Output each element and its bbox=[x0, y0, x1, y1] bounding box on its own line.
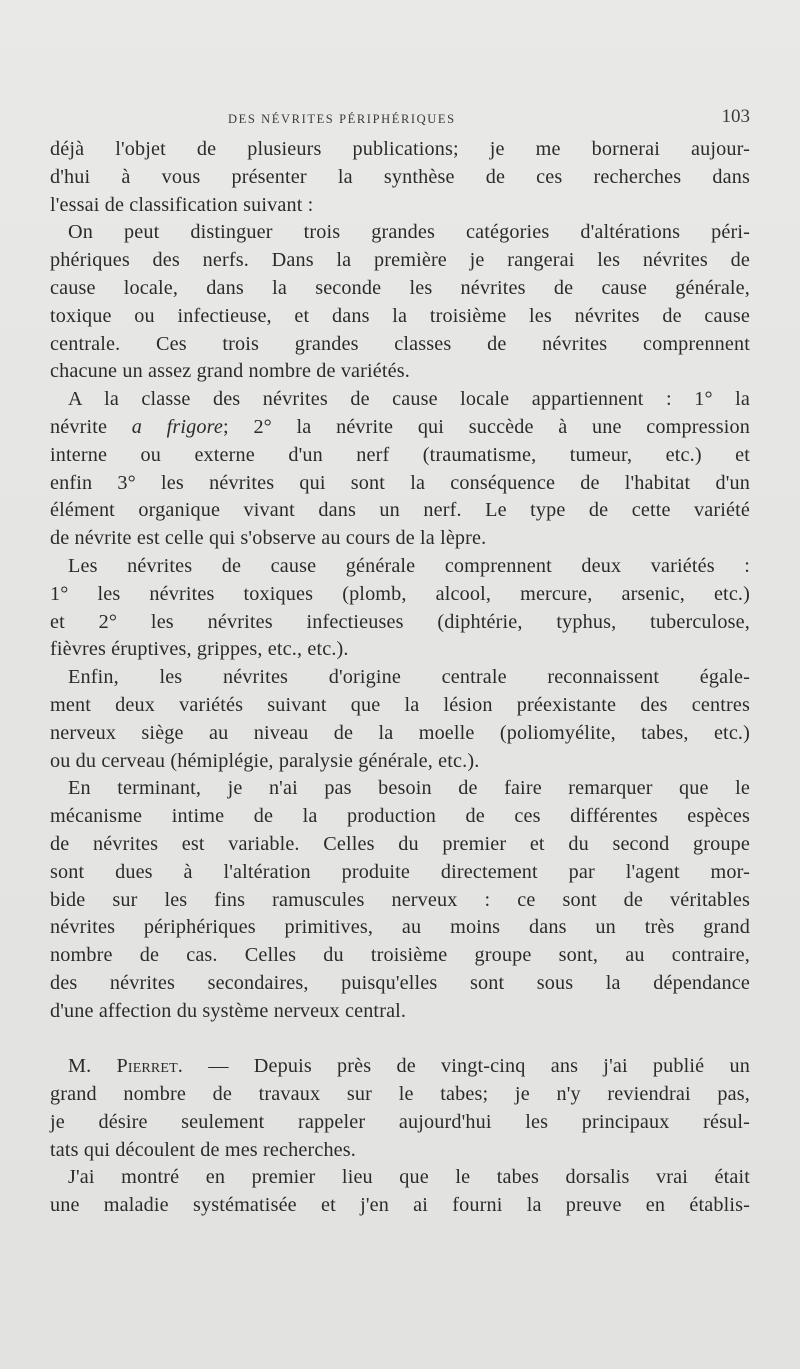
paragraph-gap bbox=[50, 1026, 750, 1054]
text-line: enfin 3° les névrites qui sont la conséquence de l'habitat d'un bbox=[50, 471, 750, 494]
text-line: déjà l'objet de plusieurs publications; je me bornerai aujour- bbox=[50, 138, 750, 160]
text-line: toxique ou infectieuse, et dans la troisième les névrites de cause bbox=[50, 304, 750, 327]
text-line: On peut distinguer trois grandes catégories d'altérations péri- bbox=[68, 221, 750, 244]
text-line: phériques des nerfs. Dans la première je rangerai les névrites de bbox=[50, 249, 750, 272]
text-line: ment deux variétés suivant que la lésion préexistante des centres bbox=[50, 693, 750, 716]
text-run: ; 2° la névrite qui succède à une compression bbox=[223, 415, 750, 438]
text-line: A la classe des névrites de cause locale appartiennent : 1° la bbox=[68, 388, 750, 411]
text-line: de névrites est variable. Celles du premier et du second groupe bbox=[50, 832, 750, 855]
text-line: sont dues à l'altération produite directement par l'agent mor- bbox=[50, 860, 750, 883]
text-line: une maladie systématisée et j'en ai fourni la preuve en établis- bbox=[50, 1194, 750, 1217]
text-line: 1° les névrites toxiques (plomb, alcool, mercure, arsenic, etc.) bbox=[50, 582, 750, 605]
text-line: des névrites secondaires, puisqu'elles sont sous la dépendance bbox=[50, 971, 750, 994]
text-line: centrale. Ces trois grandes classes de névrites comprennent bbox=[50, 332, 750, 355]
text-line: élément organique vivant dans un nerf. Le type de cette variété bbox=[50, 499, 750, 522]
text-line: cause locale, dans la seconde les névrites de cause générale, bbox=[50, 276, 750, 299]
text-line: chacune un assez grand nombre de variétés. bbox=[50, 360, 410, 383]
text-line: névrites périphériques primitives, au moins dans un très grand bbox=[50, 916, 750, 939]
text-line: tats qui découlent de mes recherches. bbox=[50, 1138, 356, 1161]
text-line: bide sur les fins ramuscules nerveux : ce sont de véritables bbox=[50, 888, 750, 911]
text-run: . — Depuis près de vingt-cinq ans j'ai publié un bbox=[177, 1055, 750, 1078]
text-line: et 2° les névrites infectieuses (diphtérie, typhus, tuberculose, bbox=[50, 610, 750, 633]
text-line: de névrite est celle qui s'observe au cours de la lèpre. bbox=[50, 527, 487, 550]
text-run: M. bbox=[68, 1055, 117, 1078]
text-line: Les névrites de cause générale comprennent deux variétés : bbox=[68, 554, 750, 577]
body-text bbox=[50, 136, 750, 1220]
italic-term: a frigore bbox=[131, 415, 224, 438]
text-line: ou du cerveau (hémiplégie, paralysie générale, etc.). bbox=[50, 749, 480, 772]
text-line: fièvres éruptives, grippes, etc., etc.). bbox=[50, 638, 349, 661]
text-run: névrite bbox=[50, 415, 132, 438]
text-line: grand nombre de travaux sur le tabes; je n'y reviendrai pas, bbox=[50, 1083, 750, 1106]
text-line bbox=[50, 414, 750, 442]
text-line bbox=[50, 1053, 750, 1081]
running-head bbox=[50, 106, 750, 130]
text-line: je désire seulement rappeler aujourd'hui les principaux résul- bbox=[50, 1110, 750, 1133]
text-line: d'une affection du système nerveux central. bbox=[50, 999, 407, 1022]
text-line: J'ai montré en premier lieu que le tabes dorsalis vrai était bbox=[68, 1166, 750, 1189]
text-line: l'essai de classification suivant : bbox=[50, 193, 314, 216]
text-line: interne ou externe d'un nerf (traumatisme, tumeur, etc.) et bbox=[50, 443, 750, 466]
text-line: nombre de cas. Celles du troisième groupe sont, au contraire, bbox=[50, 944, 750, 967]
text-line: Enfin, les névrites d'origine centrale reconnaissent égale- bbox=[68, 666, 750, 689]
page-number: 103 bbox=[721, 106, 750, 127]
text-line: d'hui à vous présenter la synthèse de ces recherches dans bbox=[50, 165, 750, 188]
running-title: DES NÉVRITES PÉRIPHÉRIQUES bbox=[228, 112, 456, 126]
speaker-name: Pierret bbox=[116, 1055, 178, 1078]
text-line: mécanisme intime de la production de ces différentes espèces bbox=[50, 805, 750, 828]
text-line: En terminant, je n'ai pas besoin de faire remarquer que le bbox=[68, 777, 750, 800]
text-line: nerveux siège au niveau de la moelle (poliomyélite, tabes, etc.) bbox=[50, 721, 750, 744]
